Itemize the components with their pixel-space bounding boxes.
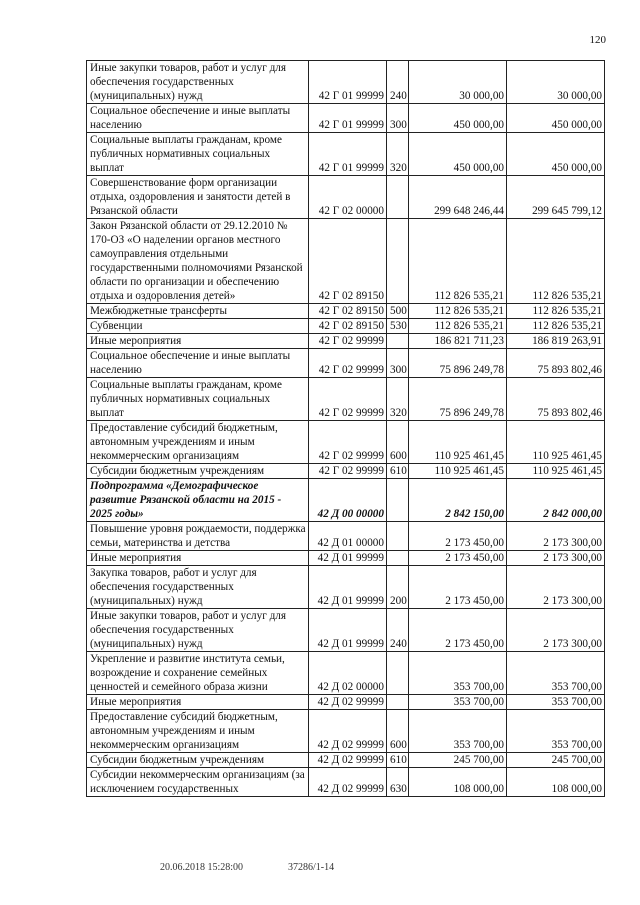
row-name: Закупка товаров, работ и услуг для обеспечения государственных (муниципальных) нужд bbox=[87, 566, 309, 609]
row-amount-year2: 353 700,00 bbox=[507, 695, 605, 710]
row-amount-year1: 2 842 150,00 bbox=[409, 479, 507, 522]
row-amount-year2: 112 826 535,21 bbox=[507, 219, 605, 304]
row-code: 42 Г 02 00000 bbox=[309, 176, 387, 219]
row-code: 42 Г 02 89150 bbox=[309, 304, 387, 319]
row-expense-type: 200 bbox=[387, 566, 409, 609]
row-amount-year1: 299 648 246,44 bbox=[409, 176, 507, 219]
row-expense-type: 240 bbox=[387, 609, 409, 652]
row-amount-year2: 353 700,00 bbox=[507, 710, 605, 753]
table-row bbox=[87, 695, 605, 710]
table-row bbox=[87, 479, 605, 522]
row-amount-year1: 112 826 535,21 bbox=[409, 219, 507, 304]
row-amount-year2: 112 826 535,21 bbox=[507, 319, 605, 334]
row-expense-type bbox=[387, 219, 409, 304]
row-expense-type bbox=[387, 334, 409, 349]
table-row bbox=[87, 464, 605, 479]
table-row bbox=[87, 378, 605, 421]
row-name: Иные мероприятия bbox=[87, 551, 309, 566]
row-amount-year1: 450 000,00 bbox=[409, 104, 507, 133]
row-name: Социальное обеспечение и иные выплаты населению bbox=[87, 349, 309, 378]
row-expense-type: 610 bbox=[387, 464, 409, 479]
row-amount-year2: 2 173 300,00 bbox=[507, 609, 605, 652]
table-row bbox=[87, 334, 605, 349]
row-amount-year1: 108 000,00 bbox=[409, 768, 507, 797]
table-row bbox=[87, 652, 605, 695]
row-amount-year2: 2 842 000,00 bbox=[507, 479, 605, 522]
row-amount-year1: 2 173 450,00 bbox=[409, 609, 507, 652]
table-row bbox=[87, 319, 605, 334]
footer-doc-code: 37286/1-14 bbox=[288, 862, 335, 873]
row-expense-type: 630 bbox=[387, 768, 409, 797]
row-amount-year1: 2 173 450,00 bbox=[409, 566, 507, 609]
table-row bbox=[87, 551, 605, 566]
row-code: 42 Д 00 00000 bbox=[309, 479, 387, 522]
row-name: Социальные выплаты гражданам, кроме публичных нормативных социальных выплат bbox=[87, 378, 309, 421]
row-amount-year1: 75 896 249,78 bbox=[409, 378, 507, 421]
row-name: Совершенствование форм организации отдыха, оздоровления и занятости детей в Рязанской области bbox=[87, 176, 309, 219]
page-number: 120 bbox=[589, 34, 606, 46]
row-amount-year1: 2 173 450,00 bbox=[409, 522, 507, 551]
table-row bbox=[87, 61, 605, 104]
row-code: 42 Д 01 99999 bbox=[309, 551, 387, 566]
row-amount-year2: 450 000,00 bbox=[507, 104, 605, 133]
row-name: Социальное обеспечение и иные выплаты населению bbox=[87, 104, 309, 133]
row-expense-type: 320 bbox=[387, 133, 409, 176]
table-row bbox=[87, 753, 605, 768]
row-name: Субсидии бюджетным учреждениям bbox=[87, 464, 309, 479]
row-expense-type: 600 bbox=[387, 710, 409, 753]
row-amount-year1: 353 700,00 bbox=[409, 710, 507, 753]
row-name: Социальные выплаты гражданам, кроме публичных нормативных социальных выплат bbox=[87, 133, 309, 176]
row-amount-year2: 110 925 461,45 bbox=[507, 464, 605, 479]
row-amount-year2: 2 173 300,00 bbox=[507, 551, 605, 566]
row-code: 42 Д 02 99999 bbox=[309, 768, 387, 797]
table-row bbox=[87, 566, 605, 609]
row-name: Повышение уровня рождаемости, поддержка семьи, материнства и детства bbox=[87, 522, 309, 551]
row-amount-year1: 353 700,00 bbox=[409, 652, 507, 695]
row-amount-year1: 186 821 711,23 bbox=[409, 334, 507, 349]
row-name: Укрепление и развитие института семьи, возрождение и сохранение семейных ценностей и семейного образа жизни bbox=[87, 652, 309, 695]
row-amount-year1: 112 826 535,21 bbox=[409, 304, 507, 319]
table-row bbox=[87, 104, 605, 133]
row-expense-type: 300 bbox=[387, 349, 409, 378]
row-code: 42 Д 01 99999 bbox=[309, 609, 387, 652]
row-code: 42 Г 02 99999 bbox=[309, 464, 387, 479]
row-code: 42 Г 02 99999 bbox=[309, 334, 387, 349]
table-row bbox=[87, 421, 605, 464]
row-expense-type: 320 bbox=[387, 378, 409, 421]
row-code: 42 Г 02 99999 bbox=[309, 349, 387, 378]
row-name: Подпрограмма «Демографическое развитие Рязанской области на 2015 - 2025 годы» bbox=[87, 479, 309, 522]
row-code: 42 Г 01 99999 bbox=[309, 104, 387, 133]
table-row bbox=[87, 304, 605, 319]
row-amount-year1: 245 700,00 bbox=[409, 753, 507, 768]
row-amount-year2: 299 645 799,12 bbox=[507, 176, 605, 219]
row-name: Субсидии некоммерческим организациям (за исключением государственных bbox=[87, 768, 309, 797]
row-expense-type bbox=[387, 479, 409, 522]
row-code: 42 Д 02 99999 bbox=[309, 753, 387, 768]
row-amount-year2: 75 893 802,46 bbox=[507, 378, 605, 421]
row-code: 42 Д 02 99999 bbox=[309, 695, 387, 710]
row-name: Предоставление субсидий бюджетным, автономным учреждениям и иным некоммерческим организациям bbox=[87, 710, 309, 753]
row-expense-type: 300 bbox=[387, 104, 409, 133]
row-code: 42 Д 02 00000 bbox=[309, 652, 387, 695]
table-row bbox=[87, 219, 605, 304]
row-code: 42 Д 02 99999 bbox=[309, 710, 387, 753]
table-row bbox=[87, 133, 605, 176]
row-name: Закон Рязанской области от 29.12.2010 № 170-ОЗ «О наделении органов местного самоуправления отдельными государственными полномочиями Рязанской области по организации и обеспечению отдыха и оздоровления детей» bbox=[87, 219, 309, 304]
row-name: Субвенции bbox=[87, 319, 309, 334]
row-amount-year2: 450 000,00 bbox=[507, 133, 605, 176]
row-name: Иные мероприятия bbox=[87, 695, 309, 710]
table-row bbox=[87, 522, 605, 551]
row-amount-year1: 353 700,00 bbox=[409, 695, 507, 710]
row-code: 42 Д 01 00000 bbox=[309, 522, 387, 551]
row-code: 42 Г 02 99999 bbox=[309, 421, 387, 464]
row-amount-year1: 30 000,00 bbox=[409, 61, 507, 104]
row-amount-year2: 245 700,00 bbox=[507, 753, 605, 768]
row-amount-year2: 108 000,00 bbox=[507, 768, 605, 797]
row-name: Субсидии бюджетным учреждениям bbox=[87, 753, 309, 768]
row-expense-type bbox=[387, 695, 409, 710]
budget-table bbox=[86, 60, 605, 797]
row-amount-year2: 110 925 461,45 bbox=[507, 421, 605, 464]
table-row bbox=[87, 349, 605, 378]
row-code: 42 Г 01 99999 bbox=[309, 61, 387, 104]
row-code: 42 Г 02 89150 bbox=[309, 319, 387, 334]
row-code: 42 Г 02 89150 bbox=[309, 219, 387, 304]
row-expense-type: 610 bbox=[387, 753, 409, 768]
row-name: Предоставление субсидий бюджетным, автономным учреждениям и иным некоммерческим организациям bbox=[87, 421, 309, 464]
budget-table-body bbox=[87, 61, 605, 797]
row-expense-type bbox=[387, 176, 409, 219]
footer-datetime: 20.06.2018 15:28:00 bbox=[160, 862, 244, 873]
row-amount-year2: 186 819 263,91 bbox=[507, 334, 605, 349]
table-row bbox=[87, 768, 605, 797]
row-amount-year1: 2 173 450,00 bbox=[409, 551, 507, 566]
row-expense-type bbox=[387, 551, 409, 566]
row-amount-year1: 110 925 461,45 bbox=[409, 421, 507, 464]
row-amount-year2: 353 700,00 bbox=[507, 652, 605, 695]
row-expense-type: 240 bbox=[387, 61, 409, 104]
row-amount-year2: 2 173 300,00 bbox=[507, 566, 605, 609]
row-expense-type: 530 bbox=[387, 319, 409, 334]
row-expense-type bbox=[387, 652, 409, 695]
row-name: Межбюджетные трансферты bbox=[87, 304, 309, 319]
row-amount-year2: 30 000,00 bbox=[507, 61, 605, 104]
row-code: 42 Г 01 99999 bbox=[309, 133, 387, 176]
row-amount-year1: 450 000,00 bbox=[409, 133, 507, 176]
row-code: 42 Г 02 99999 bbox=[309, 378, 387, 421]
row-amount-year2: 75 893 802,46 bbox=[507, 349, 605, 378]
row-code: 42 Д 01 99999 bbox=[309, 566, 387, 609]
row-expense-type: 600 bbox=[387, 421, 409, 464]
row-name: Иные мероприятия bbox=[87, 334, 309, 349]
row-amount-year1: 75 896 249,78 bbox=[409, 349, 507, 378]
row-amount-year1: 112 826 535,21 bbox=[409, 319, 507, 334]
row-amount-year2: 112 826 535,21 bbox=[507, 304, 605, 319]
row-amount-year2: 2 173 300,00 bbox=[507, 522, 605, 551]
row-expense-type: 500 bbox=[387, 304, 409, 319]
row-name: Иные закупки товаров, работ и услуг для обеспечения государственных (муниципальных) нужд bbox=[87, 609, 309, 652]
row-expense-type bbox=[387, 522, 409, 551]
table-row bbox=[87, 710, 605, 753]
row-amount-year1: 110 925 461,45 bbox=[409, 464, 507, 479]
row-name: Иные закупки товаров, работ и услуг для обеспечения государственных (муниципальных) нужд bbox=[87, 61, 309, 104]
table-row bbox=[87, 176, 605, 219]
table-row bbox=[87, 609, 605, 652]
